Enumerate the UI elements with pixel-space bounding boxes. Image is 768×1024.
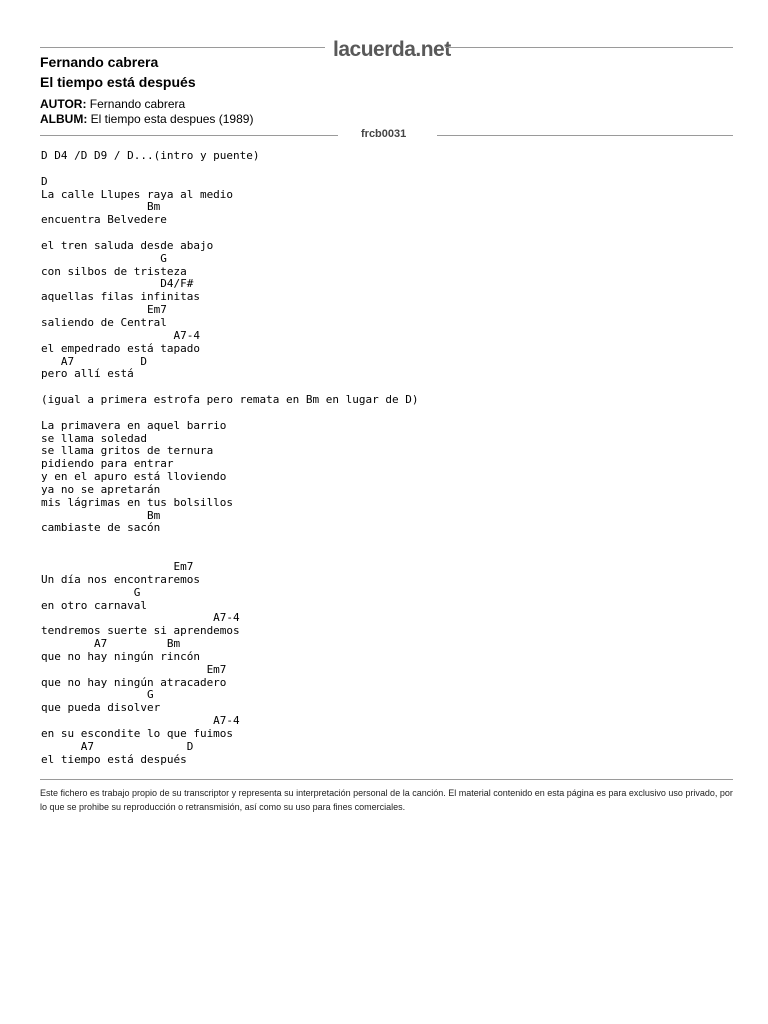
- tab-line: el empedrado está tapado: [41, 341, 200, 355]
- tab-line: D4/F#: [41, 277, 194, 291]
- tab-line: que pueda disolver: [41, 701, 161, 715]
- autor-label: AUTOR:: [40, 97, 87, 111]
- tab-line: que no hay ningún rincón: [41, 649, 200, 663]
- tab-line: D: [41, 174, 48, 188]
- tab-line: el tren saluda desde abajo: [41, 238, 214, 252]
- disclaimer-text: Este fichero es trabajo propio de su transcriptor y representa su interpretación personal de la canción. El material contenido en esta página es para exclusivo uso privado, por lo que se prohibe su reproducción o retransmisión, así como su uso para fines comerciales.: [40, 788, 733, 812]
- tab-line: Bm: [41, 508, 161, 522]
- tab-line: G: [41, 251, 167, 265]
- tab-line: se llama soledad: [41, 431, 147, 445]
- header-divider-left: [40, 47, 325, 48]
- tab-line: La calle Llupes raya al medio: [41, 187, 234, 201]
- tab-line: (igual a primera estrofa pero remata en Bm en lugar de D): [41, 393, 419, 407]
- tab-line: y en el apuro está lloviendo: [41, 470, 227, 484]
- footer-divider: [40, 779, 733, 780]
- tab-line: se llama gritos de ternura: [41, 444, 214, 458]
- tab-line: G: [41, 585, 141, 599]
- tab-line: cambiaste de sacón: [41, 521, 161, 535]
- tab-line: A7 Bm: [41, 637, 181, 651]
- tab-line: pero allí está: [41, 367, 134, 381]
- tab-line: La primavera en aquel barrio: [41, 418, 227, 432]
- tab-line: A7 D: [41, 739, 194, 753]
- autor-row: [40, 97, 185, 111]
- tab-line: que no hay ningún atracadero: [41, 675, 227, 689]
- tab-line: aquellas filas infinitas: [41, 290, 200, 304]
- song-title: El tiempo está después: [40, 74, 196, 90]
- tab-line: A7-4: [41, 714, 240, 728]
- code-divider-right: [437, 135, 733, 136]
- tab-line: Un día nos encontraremos: [41, 572, 200, 586]
- tab-line: A7 D: [41, 354, 147, 368]
- tab-line: D D4 /D D9 / D...(intro y puente): [41, 149, 260, 162]
- code-divider-left: [40, 135, 338, 136]
- tab-line: Em7: [41, 303, 167, 317]
- tab-line: el tiempo está después: [41, 752, 187, 766]
- tab-line: en su escondite lo que fuimos: [41, 726, 234, 740]
- tab-line: A7-4: [41, 611, 240, 625]
- tab-line: ya no se apretarán: [41, 482, 161, 496]
- tab-line: Em7: [41, 560, 194, 573]
- tab-line: saliendo de Central: [41, 315, 167, 329]
- chord-tab: [41, 150, 419, 767]
- album-label: ALBUM:: [40, 112, 88, 126]
- tab-line: Em7: [41, 662, 227, 676]
- tab-line: G: [41, 688, 154, 702]
- artist-name: Fernando cabrera: [40, 54, 159, 70]
- tab-line: pidiendo para entrar: [41, 457, 174, 471]
- site-logo[interactable]: lacuerda.net: [333, 38, 451, 61]
- tab-line: en otro carnaval: [41, 598, 147, 612]
- song-code: frcb0031: [361, 128, 407, 140]
- tab-line: encuentra Belvedere: [41, 213, 167, 227]
- autor-value: Fernando cabrera: [89, 97, 186, 111]
- tab-line: con silbos de tristeza: [41, 264, 187, 278]
- album-value: El tiempo esta despues (1989): [90, 112, 254, 126]
- tab-line: A7-4: [41, 328, 200, 342]
- tab-line: Bm: [41, 200, 161, 214]
- tab-line: mis lágrimas en tus bolsillos: [41, 495, 234, 509]
- header-divider-right: [445, 47, 733, 48]
- tab-line: tendremos suerte si aprendemos: [41, 624, 240, 638]
- album-row: [40, 112, 253, 126]
